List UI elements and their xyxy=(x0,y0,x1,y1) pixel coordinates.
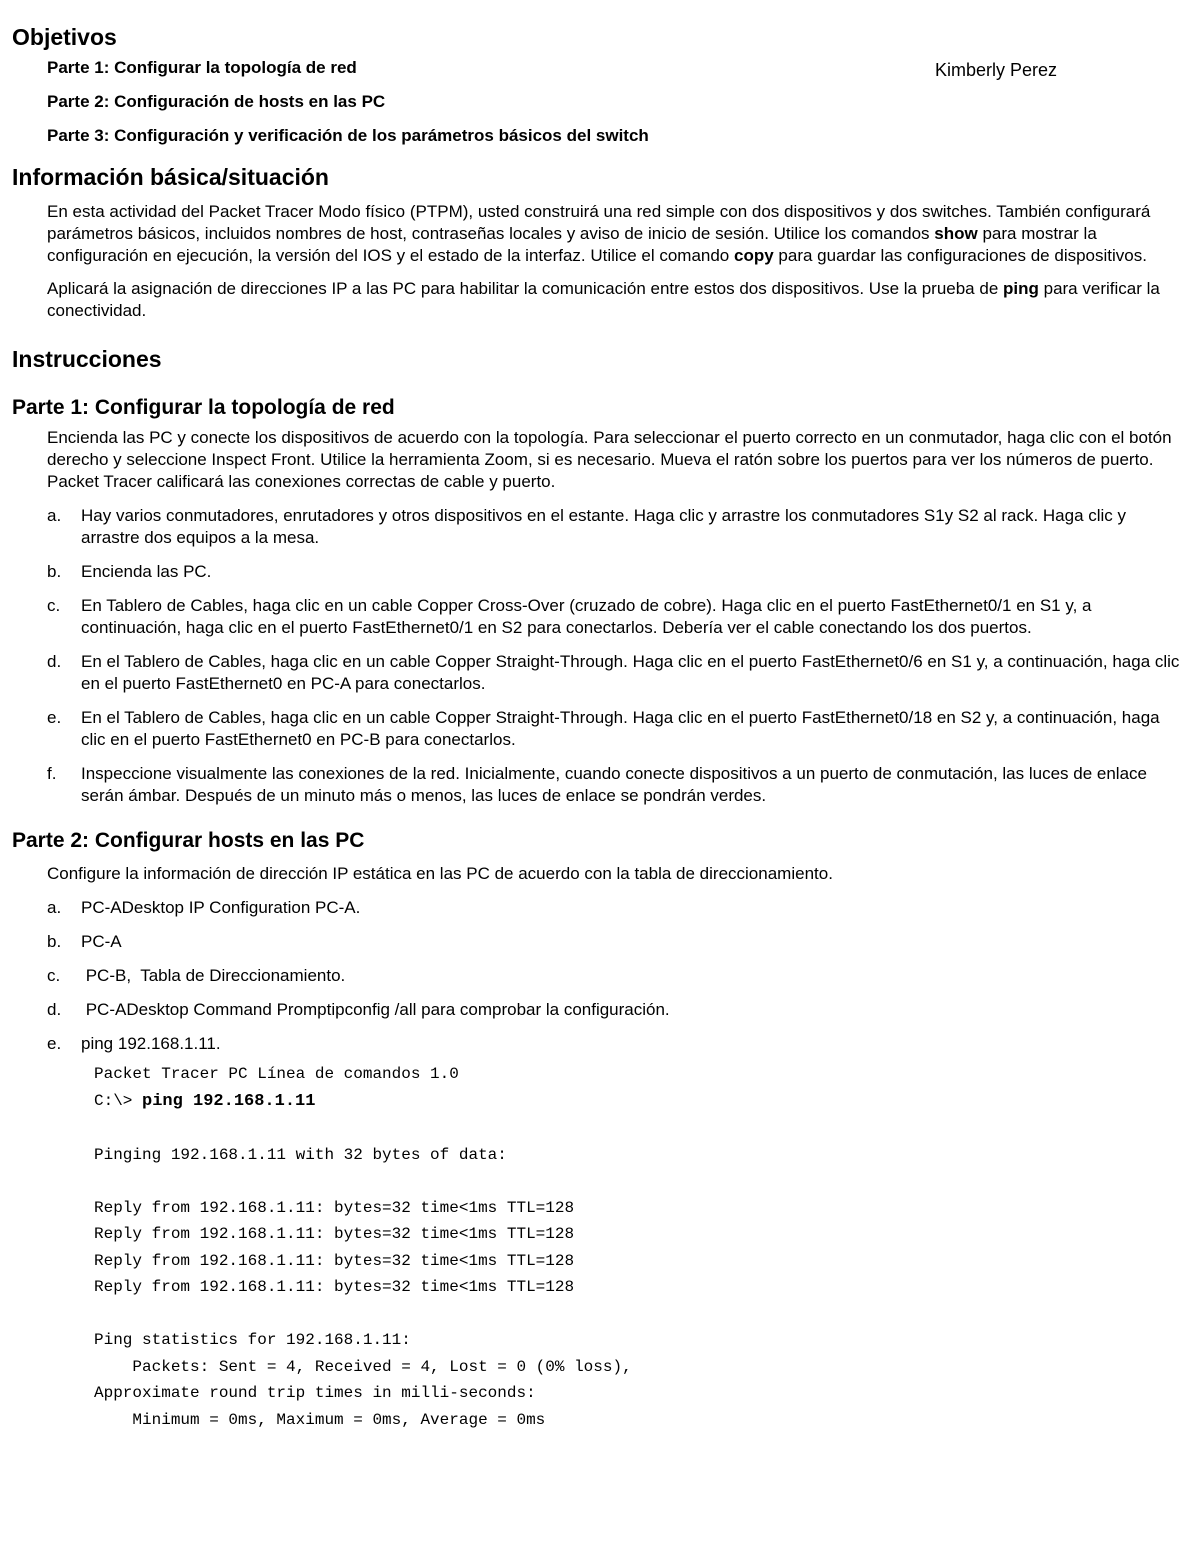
objectives-heading: Objetivos xyxy=(12,24,117,50)
terminal-command: ping 192.168.1.11 xyxy=(142,1091,316,1111)
terminal-line: Approximate round trip times in milli-seconds: xyxy=(94,1384,536,1402)
author-name: Kimberly Perez xyxy=(935,60,1058,80)
background-paragraph-2: Aplicará la asignación de direcciones IP a las PC para habilitar la comunicación entre estos dos dispositivos. Use la prueba de ping para verificar la conectividad. xyxy=(47,279,1160,320)
background-paragraph-1: En esta actividad del Packet Tracer Modo físico (PTPM), usted construirá una red simple con dos dispositivos y dos switches. También configurará parámetros básicos, incluidos nombres de host, contraseñas locales y aviso de inicio de sesión. Utilice los comandos show para mostrar la configuración en ejecución, la versión del IOS y el estado de la interfaz. Utilice el comando copy para guardar las configuraciones de dispositivos. xyxy=(47,202,1151,265)
terminal-line: Minimum = 0ms, Maximum = 0ms, Average = 0ms xyxy=(94,1410,546,1429)
part1-intro: Encienda las PC y conecte los dispositivos de acuerdo con la topología. Para seleccionar el puerto correcto en un conmutador, haga clic con el botón derecho y seleccione Inspect Front. Utilice la herramienta Zoom, si es necesario. Mueva el ratón sobre los puertos para ver los números de puerto. Packet Tracer calificará las conexiones correctas de cable y puerto. xyxy=(47,428,1172,491)
list-item: e. ping 192.168.1.11. xyxy=(47,1034,221,1053)
list-item: a. PC-ADesktop IP Configuration PC-A. xyxy=(47,898,361,917)
list-item: b. Encienda las PC. xyxy=(47,562,212,581)
list-item: d. PC-ADesktop Command Promptipconfig /all para comprobar la configuración. xyxy=(47,1000,670,1019)
copy-keyword: copy xyxy=(734,246,774,265)
terminal-line: Packet Tracer PC Línea de comandos 1.0 xyxy=(94,1065,459,1083)
terminal-output xyxy=(94,1061,1188,1433)
terminal-line: Packets: Sent = 4, Received = 4, Lost = 0 (0% loss), xyxy=(94,1357,632,1376)
part2-heading: Parte 2: Configurar hosts en las PC xyxy=(12,829,365,852)
list-item: c. En Tablero de Cables, haga clic en un cable Copper Cross-Over (cruzado de cobre). Haga clic en el puerto FastEthernet0/1 en S1 y, a continuación, haga clic en el puerto FastEthernet0/1 en S2 para conectarlos. Debería ver el cable conectando los dos puertos. xyxy=(47,596,1092,637)
objective-item: Parte 1: Configurar la topología de red xyxy=(47,58,357,77)
list-item: e. En el Tablero de Cables, haga clic en un cable Copper Straight-Through. Haga clic en el puerto FastEthernet0/18 en S2 y, a continuación, haga clic en el puerto FastEthernet0 en PC-B para conectarlos. xyxy=(47,708,1160,749)
part1-heading: Parte 1: Configurar la topología de red xyxy=(12,396,395,419)
terminal-line: Reply from 192.168.1.11: bytes=32 time<1ms TTL=128 xyxy=(94,1278,575,1296)
list-item: b. PC-A xyxy=(47,932,122,951)
objective-item: Parte 2: Configuración de hosts en las PC xyxy=(47,92,386,111)
terminal-command-line: C:\> ping 192.168.1.11 xyxy=(94,1091,316,1111)
terminal-line: Ping statistics for 192.168.1.11: xyxy=(94,1331,411,1349)
terminal-line: Reply from 192.168.1.11: bytes=32 time<1ms TTL=128 xyxy=(94,1225,575,1243)
ping-keyword: ping xyxy=(1003,279,1039,298)
terminal-line: Reply from 192.168.1.11: bytes=32 time<1ms TTL=128 xyxy=(94,1251,575,1270)
list-item: a. Hay varios conmutadores, enrutadores y otros dispositivos en el estante. Haga clic y arrastre los conmutadores S1y S2 al rack. Haga clic y arrastre dos equipos a la mesa. xyxy=(47,506,1127,547)
terminal-line: Pinging 192.168.1.11 with 32 bytes of data: xyxy=(94,1145,507,1164)
list-item: f. Inspeccione visualmente las conexiones de la red. Inicialmente, cuando conecte dispositivos a un puerto de conmutación, las luces de enlace serán ámbar. Después de un minuto más o menos, las luces de enlace se pondrán verdes. xyxy=(47,764,1147,805)
list-item: c. PC-B, Tabla de Direccionamiento. xyxy=(47,966,346,985)
part2-intro: Configure la información de dirección IP estática en las PC de acuerdo con la tabla de direccionamiento. xyxy=(47,864,833,883)
part2-steps xyxy=(47,897,1188,1055)
part1-steps xyxy=(47,505,1188,807)
list-item: d. En el Tablero de Cables, haga clic en un cable Copper Straight-Through. Haga clic en el puerto FastEthernet0/6 en S1 y, a continuación, haga clic en el puerto FastEthernet0 en PC-A para conectarlos. xyxy=(47,652,1180,693)
background-heading: Información básica/situación xyxy=(12,164,329,190)
instructions-heading: Instrucciones xyxy=(12,346,162,372)
terminal-line: Reply from 192.168.1.11: bytes=32 time<1ms TTL=128 xyxy=(94,1198,575,1217)
objective-item: Parte 3: Configuración y verificación de los parámetros básicos del switch xyxy=(47,126,649,145)
show-keyword: show xyxy=(934,224,978,243)
